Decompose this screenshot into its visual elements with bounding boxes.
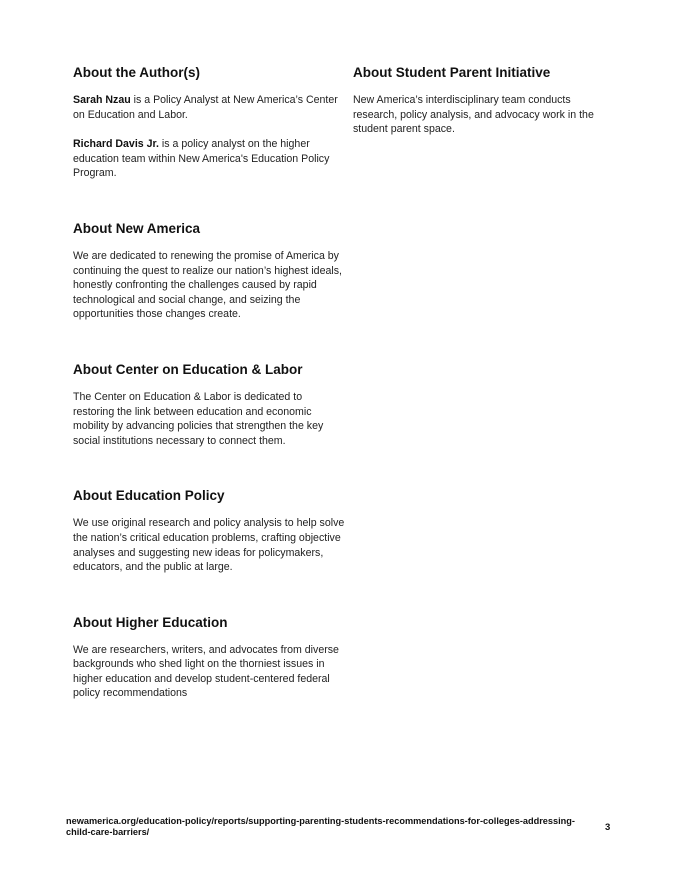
- about-student-parent-body: New America’s interdisciplinary team conducts research, policy analysis, and advocacy work in the student parent space.: [353, 94, 594, 136]
- about-center-heading: About Center on Education & Labor: [73, 361, 303, 377]
- page-number: 3: [605, 822, 611, 833]
- left-column: [73, 64, 345, 701]
- author-name-2: Richard Davis Jr.: [73, 138, 159, 151]
- author-bio-1: [73, 93, 345, 122]
- about-authors-section: [73, 64, 345, 181]
- author-bio-text-2: is a policy analyst on the higher education team within New America's Education Policy Program.: [73, 138, 330, 180]
- about-higher-education-heading: About Higher Education: [73, 614, 228, 630]
- about-student-parent-heading: About Student Parent Initiative: [353, 65, 551, 80]
- about-education-policy-body: We use original research and policy analysis to help solve the nation’s critical education problems, crafting objective analyses and suggesting new ideas for policymakers, educators, and the public at large.: [73, 517, 345, 574]
- about-center-section: [73, 361, 345, 448]
- about-authors-heading: About the Author(s): [73, 65, 200, 80]
- about-higher-education-body: We are researchers, writers, and advocates from diverse backgrounds who shed light on the thorniest issues in higher education and develop student-centered federal policy recommendations: [73, 643, 339, 700]
- right-column: [353, 64, 613, 137]
- footer-url-link[interactable]: newamerica.org/education-policy/reports/supporting-parenting-students-recommendations-for-colleges-addressing-child-care-barriers/: [66, 816, 575, 837]
- about-new-america-heading: About New America: [73, 220, 201, 236]
- about-center-body: The Center on Education & Labor is dedicated to restoring the link between education and economic mobility by advancing policies that strengthen the key social institutions necessary to connect them.: [73, 390, 324, 447]
- about-education-policy-heading: About Education Policy: [73, 488, 225, 504]
- author-name-1: Sarah Nzau: [73, 94, 131, 106]
- about-new-america-body: We are dedicated to renewing the promise of America by continuing the quest to realize our nation’s highest ideals, honestly confronting the challenges caused by rapid technological and social change, and seizing the opportunities those changes create.: [73, 249, 342, 321]
- author-bio-text-1: is a Policy Analyst at New America’s Center on Education and Labor.: [73, 94, 338, 121]
- about-education-policy-section: [73, 487, 345, 574]
- author-bio-2: [73, 137, 345, 181]
- about-student-parent-section: [353, 64, 613, 137]
- about-higher-education-section: [73, 614, 345, 701]
- about-new-america-section: [73, 220, 345, 322]
